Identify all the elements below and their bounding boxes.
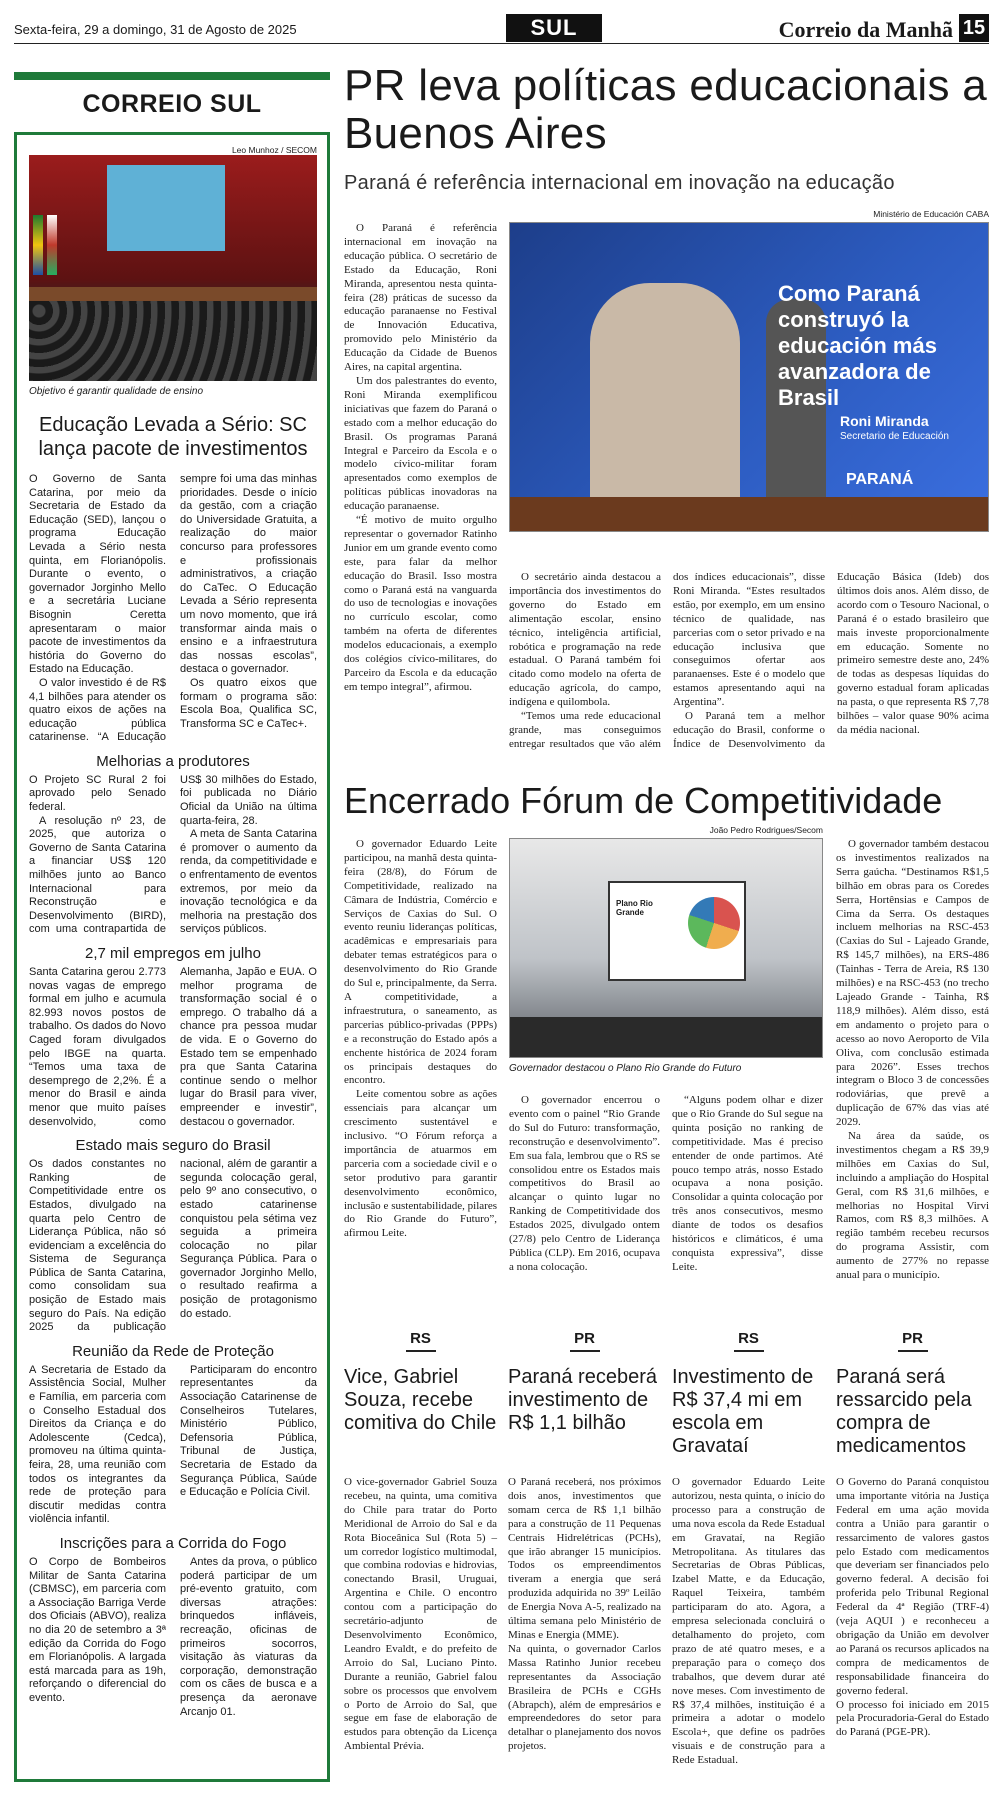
brief-headline: Paraná receberá investimento de R$ 1,1 bilhão [508, 1366, 657, 1434]
tag-underline [570, 1350, 600, 1352]
article-2-middle-columns [509, 1094, 823, 1275]
paragraph: O Corpo de Bombeiros Militar de Santa Catarina (CBMSC), em parceria com a Associação Barriga Verde dos Oficiais (ABVO), realiza no dia 20 de setembro a 3ª edição da Corrida do Fogo em Florianópolis. A largada está marcada para as 19h, reforçando o diferencial do evento. [29, 1555, 166, 1704]
audience [510, 1017, 822, 1057]
paragraph: Os dados constantes no Ranking de Competitividade entre os Estados, divulgado na quarta pelo Centro de Liderança Pública, não só evidenciam a excelência do Sistema de Segurança Pública de Santa Catarina, como consolidam sua posição de Estado mais seguro do País. Na edição 2025 da publicação nacional, além de garantir a segunda colocação geral, pelo 9º ano consecutivo, o estado catarinense conquistou pela sétima vez seguida a primeira colocação no pilar Segurança Pública. Para o governador Jorginho Mello, o resultado reafirma a posição de protagonismo do estado. [29, 1158, 317, 1334]
article-2-photo-caption: Governador destacou o Plano Rio Grande do Futuro [509, 1063, 742, 1074]
donut-chart-icon [688, 897, 740, 949]
sidebar-section-body [29, 1364, 317, 1527]
paragraph: A meta de Santa Catarina é promover o aumento da renda, da competitividade e o enfrentamento de eventos extremos, por meio da inovação tecnológica e da melhoria na prestação dos serviços públicos. [180, 828, 317, 936]
sidebar-section-body [29, 1556, 317, 1719]
paragraph: A Secretaria de Estado da Assistência Social, Mulher e Família, em parceria com o Conselho Estadual dos Direitos da Criança e do Adolescente (Cedca), promoveu na última quinta-feira, 28, uma reunião com todos os integrantes da rede de proteção para discutir medidas contra violência infantil. [29, 1363, 166, 1526]
sidebar-photo-caption: Objetivo é garantir qualidade de ensino [29, 386, 204, 397]
news-briefs [344, 1330, 989, 1780]
screen-text: Plano Rio Grande [616, 899, 653, 917]
sidebar-article-body [29, 473, 317, 745]
brief-headline: Paraná será ressarcido pela compra de medicamentos [836, 1366, 972, 1457]
projection-screen [107, 165, 225, 251]
paragraph: Os quatro eixos que formam o programa são: Escola Boa, Qualifica SC, Transforma SC e CaTec+. [180, 676, 317, 730]
paragraph: Leite comentou sobre as ações essenciais para alcançar um crescimento sustentável e inclusivo. “O Fórum reforça a importância de atuarmos em parceria com a sociedade civil e o setor produtivo para garantir desenvolvimento econômico, inclusão e sustentabilidade, pilares do Rio Grande do Futuro”, afirmou Leite. [344, 1088, 497, 1240]
brief-state-tag: PR [574, 1330, 595, 1347]
paragraph: O governador também destacou os investimentos realizados na Serra gaúcha. “Destinamos R$1,5 bilhão em obras para os Coredes Serra, Hortênsias e Campos de Cima da Serra. Os destaques incluem melhorias na RSC-453 (Caxias do Sul - Lajeado Grande, R$ 145,7 milhões), na ERS-486 (Tainhas - Terra de Areia, R$ 130 milhões) e na RSC-453 (no trecho Lajeado Grande - Tainha, R$ 118,9 milhões). Além disso, está em andamento o projeto para o acesso ao novo Aeroporto de Vila Oliva, com conclusão estimada para 2026”. Esses trechos integram o Bloco 3 de concessões rodoviárias, que prevê a duplicação de 67% das vias até 2029. [836, 838, 989, 1129]
sidebar-title: CORREIO SUL [82, 90, 262, 118]
paragraph: A resolução nº 23, de 2025, que autoriza o Governo de Santa Catarina a financiar US$ 120 milhões junto ao Banco Internacional para Reconstrução e Desenvolvimento (BIRD), com uma contrapartida de US$ 30 milhões do Estado, foi publicada no Diário Oficial da União na última quarta-feira, 28. [29, 773, 317, 936]
sidebar-box [14, 132, 330, 1782]
section-label: SUL [506, 14, 602, 42]
sidebar-subhead: Melhorias a produtores [96, 752, 250, 770]
brief-state-tag: RS [738, 1330, 759, 1347]
brief-headline: Vice, Gabriel Souza, recebe comitiva do Chile [344, 1366, 497, 1434]
paragraph: Participaram do encontro representantes da Associação Catarinense de Conselheiros Tutelares, Ministério Público, Defensoria Pública, Tribunal de Justiça, Secretaria de Estado da Segurança Pública, Saúde e Educação e Polícia Civil. [180, 1363, 317, 1499]
article-1-photo-credit: Ministério de Educación CABA [873, 209, 989, 219]
paragraph: Um dos palestrantes do evento, Roni Miranda exemplificou iniciativas que fazem do Paraná o estado com a melhor educação do Brasil. Os programas Paraná Integral e Parceiro da Escola e o modelo cívico-militar foram apresentados como exemplos de políticas públicas inovadoras na educação paranaense. [344, 374, 497, 513]
paragraph: Santa Catarina gerou 2.773 novas vagas de emprego formal em julho e acumula 82.993 novos postos de trabalho. Os dados do Novo Caged foram divulgados pelo IBGE na quarta. “Temos uma taxa de desemprego de 2,2%. É a menor do Brasil e ainda menor que muito países desenvolvido, como Alemanha, Japão e EUA. O melhor programa de transformação social é o emprego. O trabalho dá a chance pra pessoa mudar de vida. E o Governo do Estado tem se empenhado pra que Santa Catarina continue sendo o melhor lugar do Brasil para viver, empreender e investir”, destacou o governador. [29, 966, 317, 1128]
tag-underline [734, 1350, 764, 1352]
article-1-header [344, 62, 989, 195]
paragraph: “É motivo de muito orgulho representar o governador Ratinho Junior em um grande evento como este, para falar da melhor educação do Brasil. Isso mostra como o Paraná está na vanguarda do uso de tecnologias e inovações no currículo escolar, como também na oferta de diferentes modelos educacionais, a exemplo dos colégios cívico-militares, do Parceiro da Escola e da educação em tempo integral”, afirmou. [344, 514, 497, 693]
screen-role: Secretario de Educación [840, 431, 949, 442]
sidebar-correio-sul [14, 72, 330, 1782]
flag-icon [33, 215, 43, 275]
brief-headline: Investimento de R$ 37,4 mi em escola em Gravataí [672, 1366, 814, 1457]
sidebar-section-body [29, 1158, 317, 1335]
sidebar-photo [29, 155, 317, 381]
paragraph: O Paraná é referência internacional em inovação na educação pública. O secretário de Estado da Educação, Roni Miranda, apresentou nesta quinta-feira (28) práticas de sucesso da educação paranaense no Festival de Innovación Educativa, promovido pelo Ministério da Educação da Cidade de Buenos Aires, na capital argentina. [344, 222, 497, 374]
paragraph: “Temos uma rede educacional grande, mas conseguimos entregar resultados que vão além dos índices educacionais”, disse Roni Miranda. “Estes resultados estão, por exemplo, em um ensino técnico de qualidade, nas parcerias com o setor privado e na educação inclusiva que conseguimos ofertar aos paranaenses. Este é o modelo que estamos apresentando aqui na Argentina”. [509, 571, 825, 750]
paragraph: O Paraná tem a melhor educação do Brasil, conforme o Índice de Desenvolvimento da Educação Básica (Ideb) dos últimos dois anos. Além disso, de acordo com o Tesouro Nacional, o Paraná é o estado brasileiro que mais investe proporcionalmente em educação. Somente no primeiro semestre deste ano, 24% de todas as despesas líquidas do governo estadual foram aplicadas na pasta, o que representa R$ 7,78 bilhões – valor quase 90% acima da média nacional. [673, 571, 989, 750]
paragraph: O Governo de Santa Catarina, por meio da Secretaria de Estado da Educação (SED), lançou o programa Educação Levada a Sério nesta quinta, em Florianópolis. Durante o evento, o governador Jorginho Mello e a secretária Luciane Bisognin Ceretta apresentaram o maior pacote de investimentos da história do Governo do Estado na Educação. [29, 473, 166, 676]
article-2-photo-credit: João Pedro Rodrigues/Secom [709, 825, 823, 835]
audience [29, 301, 317, 381]
paragraph: O secretário ainda destacou a importância dos investimentos do governo do Estado em alimentação escolar, ensino técnico, inteligência artificial, robótica e programação na rede estadual. O Paraná também foi citado como modelo na oferta de educação agrícola, do campo, indígena e quilombola. [509, 571, 661, 709]
screen-name: Roni Miranda [840, 413, 929, 429]
article-1-column-1 [344, 222, 497, 695]
paragraph: O governador Eduardo Leite participou, na manhã desta quinta-feira (28/8), do Fórum de Competitividade, realizado na Câmara de Indústria, Comércio e Serviços de Caxias do Sul. O evento reuniu lideranças políticas, acadêmicas e empresariais para debater temas estratégicos para o desenvolvimento do Rio Grande do Sul e, principalmente, da Serra. A competitividade, a infraestrutura, o saneamento, as parcerias público-privadas (PPPs) e a reconstrução do Estado após a enchente histórica de 2024 foram os principais destaques do encontro. [344, 838, 497, 1087]
paragraph: Na área da saúde, os investimentos chegam a R$ 39,9 milhões em Caxias do Sul, incluindo a ampliação do Hospital Geral, com R$ 31,6 milhões, e melhorias no Hospital Virvi Ramos, com R$ 8,3 milhões. A região também recebeu recursos do programa Assistir, com aumento de 277% no repasse anual para o município. [836, 1130, 989, 1282]
brief-2 [508, 1330, 661, 1754]
issue-date: Sexta-feira, 29 a domingo, 31 de Agosto de 2025 [14, 22, 297, 37]
paragraph: “Alguns podem olhar e dizer que o Rio Grande do Sul segue na quinta posição no ranking de competitividade. Mas é preciso entender de onde partimos. Até pouco tempo atrás, nosso Estado ocupava a nona posição. Consolidar a quinta colocação por três anos consecutivos, mesmo diante de todos os desafios históricos e climáticos, é uma conquista expressiva”, disse Leite. [672, 1094, 823, 1273]
newspaper-name: Correio da Manhã [778, 17, 953, 42]
paragraph: O Projeto SC Rural 2 foi aprovado pelo Senado federal. [29, 773, 166, 814]
brief-3 [672, 1330, 825, 1768]
sidebar-headline: Educação Levada a Sério: SC lança pacote de investimentos [38, 414, 308, 460]
stage-floor [510, 497, 988, 531]
paragraph: O valor investido é de R$ 4,1 bilhões para atender os quatro eixos de ações na educação pública catarinense. “A Educação sempre foi uma das minhas prioridades. Desde o início da gestão, com a criação do Universidade Gratuita, a realização do maior concurso para professores e profissionais administrativos, a criação do CaTec. O Educação Levada a Sério representa um novo momento, que irá transformar ainda mais o ensino e a infraestrutura das nossas escolas”, destaca o governador. [29, 473, 317, 744]
article-2-photo-block [509, 825, 823, 1074]
article-2-column-1 [344, 838, 497, 1241]
paragraph: O governador encerrou o evento com o painel “Rio Grande do Sul do Futuro: transformação, reconstrução e desenvolvimento”. Em sua fala, lembrou que o RS se consolidou entre os Estados mais competitivos do Brasil ao alcançar o quinto lugar no Ranking de Competitividade dos Estados 2025, divulgado ontem (27/8) pelo Centro de Liderança Pública (CLP). Em 2016, ocupava a nona colocação. [509, 1094, 660, 1273]
article-1-deck: Paraná é referência internacional em inovação na educação [344, 172, 895, 194]
article-1-headline: PR leva políticas educacionais a Buenos Aires [344, 61, 988, 158]
brief-text: O vice-governador Gabriel Souza recebeu, na quinta, uma comitiva do Chile para tratar do Porto Meridional de Arroio do Sal e da Rota Bioceânica Sul (Rota 5) – um corredor logístico multimodal, que combina rodovias e hidrovias, conectando Brasil, Uruguai, Argentina e Chile. O encontro contou com a participação do secretário-adjunto de Desenvolvimento Econômico, Leandro Evaldt, e do prefeito de Arroio do Sal, Luciano Pinto. Durante a reunião, Gabriel falou sobre os processos que envolvem o Porto de Arroio do Sal, que segue em fase de elaboração de estudos para obtenção da Licença Ambiental Prévia. [344, 1476, 497, 1753]
brief-4 [836, 1330, 989, 1740]
brief-text: O Paraná receberá, nos próximos dois anos, investimentos que somam cerca de R$ 1,1 bilhão para a construção de 11 Pequenas Centrais Hidrelétricas (PCHs), que irão abranger 15 municípios. Todos os empreendimentos tiveram a energia que será produzida adquirida no 39º Leilão de Energia Nova A-5, realizado na última semana pelo Ministério de Minas e Energia (MME). Na quinta, o governador Carlos Massa Ratinho Junior recebeu representantes da Associação Brasileira de PCHs e CGHs (Abrapch), além de empresários e empreendedores do setor para detalhar o planejamento dos novos projetos. [508, 1476, 661, 1753]
sidebar-subhead: Inscrições para a Corrida do Fogo [59, 1534, 287, 1552]
sidebar-subhead: Estado mais seguro do Brasil [75, 1137, 271, 1155]
brief-state-tag: PR [902, 1330, 923, 1347]
parana-logo: PARANÁ [846, 471, 914, 488]
article-2-headline: Encerrado Fórum de Competitividade [344, 780, 943, 821]
paragraph: Antes da prova, o público poderá participar de um pré-evento gratuito, com diversas atrações: brinquedos infláveis, recreação, oficinas de primeiros socorros, visitação às viaturas da corporação, demonstração com os cães de busca e a presença da aeronave Arcanjo 01. [180, 1555, 317, 1718]
brief-text: O governador Eduardo Leite autorizou, nesta quinta, o início do processo para a construção de uma nova escola da Rede Estadual em Gravataí, na Região Metropolitana. As titulares das Secretarias de Obras Públicas, Izabel Matte, e da Educação, Raquel Teixeira, também participaram do ato. Agora, a empresa selecionada concluirá o detalhamento do projeto, com prazo de até quatro meses, e a preparação para o começo dos trabalhos, que devem durar até nove meses. Com investimento de R$ 37,4 milhões, instituição é a primeira a adotar o modelo Escola+, que define os padrões visuais e de construção para a Rede Estadual. [672, 1476, 825, 1767]
tag-underline [406, 1350, 436, 1352]
sidebar-section-body [29, 774, 317, 937]
children-figure [590, 283, 740, 503]
article-1-columns [509, 571, 989, 752]
sidebar-section-body [29, 966, 317, 1129]
flag-icon [47, 215, 57, 275]
sidebar-photo-credit: Leo Munhoz / SECOM [231, 145, 317, 155]
brief-state-tag: RS [410, 1330, 431, 1347]
screen-text: Como Paraná construyó la educación más avanzadora de Brasil [778, 281, 937, 410]
article-2-photo [509, 838, 823, 1058]
tag-underline [898, 1350, 928, 1352]
brief-text: O Governo do Paraná conquistou uma importante vitória na Justiça Federal em uma ação movida contra a União para garantir o ressarcimento de valores gastos pelo Estado com medicamentos que deveriam ser financiados pelo governo federal. A decisão foi proferida pelo Tribunal Regional Federal da 4ª Região (TRF-4) (veja AQUI ) e reconheceu a obrigação da União em devolver ao Paraná os recursos aplicados na compra de medicamentos de responsabilidade financeira do governo federal. O processo foi iniciado em 2015 pela Procuradoria-Geral do Estado do Paraná (PGE-PR). [836, 1476, 989, 1739]
brief-1 [344, 1330, 497, 1754]
page-header [14, 14, 989, 44]
article-2-column-4 [836, 838, 989, 1283]
page-number: 15 [959, 14, 989, 42]
sidebar-subhead: 2,7 mil empregos em julho [85, 945, 261, 962]
article-1-photo [509, 222, 989, 532]
sidebar-accent-bar [14, 72, 330, 80]
article-1-photo-block [509, 209, 989, 537]
sidebar-subhead: Reunião da Rede de Proteção [72, 1342, 274, 1360]
